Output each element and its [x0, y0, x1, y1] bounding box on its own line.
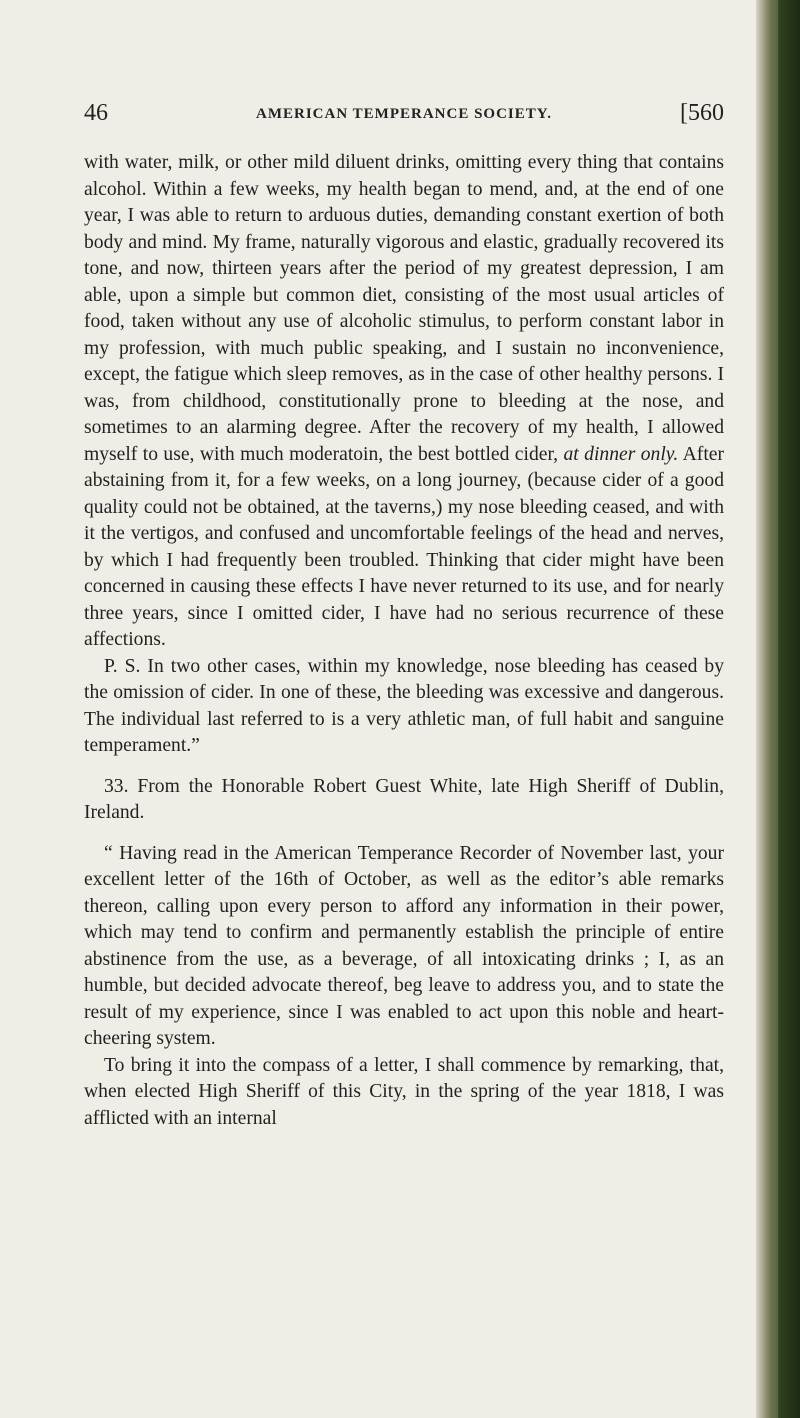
paragraph-section-33-heading: 33. From the Honorable Robert Guest White, late High Sheriff of Dublin, Ireland.: [84, 775, 724, 823]
page-edge-shadow: [772, 0, 778, 1418]
page-header: [84, 100, 724, 140]
body-text: [84, 150, 724, 1132]
folio-number: [560: [680, 100, 724, 126]
italic-phrase: at dinner only.: [563, 443, 679, 465]
page-number: 46: [84, 100, 108, 126]
paragraph-letter-opening: “ Having read in the American Temperance Recorder of November last, your excellent letter of the 16th of October, as well as the editor’s able remarks thereon, calling upon every person to afford any information in their power, which may tend to confirm and permanently establish the principle of entire abstinence from the use, as a beverage, of all intoxicating drinks ; I, as an humble, but decided advocate thereof, beg leave to address you, and to state the result of my experience, since I was enabled to act upon this noble and heart-cheering system.: [84, 842, 724, 1049]
page-edge-binding: [756, 0, 800, 1418]
paragraph-text: After abstaining from it, for a few weeks, on a long journey, (because cider of a good quality could not be obtained, at the taverns,) my nose bleeding ceased, and with it the vertigos, and confused and uncomfortable feelings of the head and nerves, by which I had frequently been troubled. Thinking that cider might have been concerned in causing these effects I have never returned to its use, and for nearly three years, since I omitted cider, I have had no serious recurrence of these affections.: [84, 443, 724, 650]
running-head: AMERICAN TEMPERANCE SOCIETY.: [256, 106, 552, 122]
paragraph-postscript: P. S. In two other cases, within my knowledge, nose bleeding has ceased by the omission of cider. In one of these, the bleeding was excessive and dangerous. The individual last referred to is a very athletic man, of full habit and sanguine temperament.”: [84, 655, 724, 756]
paragraph-letter-body: To bring it into the compass of a letter, I shall commence by remarking, that, when elected High Sheriff of this City, in the spring of the year 1818, I was afflicted with an internal: [84, 1054, 724, 1129]
paragraph-text: with water, milk, or other mild diluent drinks, omitting every thing that contains alcohol. Within a few weeks, my health began to mend, and, at the end of one year, I was able to return to arduous duties, demanding constant exertion of both body and mind. My frame, naturally vigorous and elastic, gradually recovered its tone, and now, thirteen years after the period of my greatest depression, I am able, upon a simple but common diet, consisting of the most usual articles of food, taken without any use of alcoholic stimulus, to perform constant labor in my profession, with much public speaking, and I sustain no inconvenience, except, the fatigue which sleep removes, as in the case of other healthy persons. I was, from childhood, constitutionally prone to bleeding at the nose, and sometimes to an alarming degree. After the recovery of my health, I allowed myself to use, with much moderatoin, the best bottled cider,: [84, 152, 724, 465]
paragraph-letter-continuation: [84, 150, 724, 654]
